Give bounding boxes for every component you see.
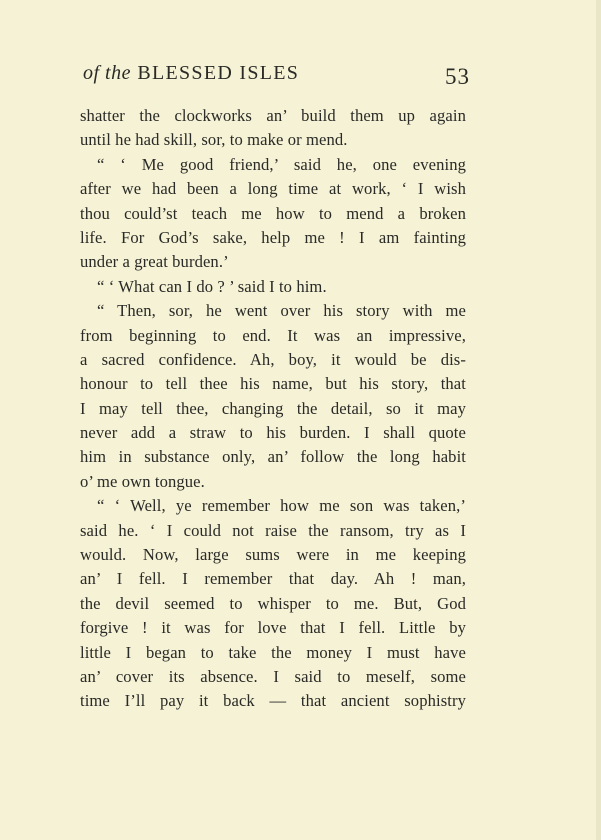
text-line: “ ‘ What can I do ? ’ said I to him. (97, 276, 327, 296)
text-line: an’ I fell. I remember that day. Ah ! man, (80, 569, 466, 589)
paragraph (80, 299, 466, 494)
text-line: “ ‘ Me good friend,’ said he, one evening (97, 154, 466, 174)
running-head (83, 62, 299, 85)
text-line: little I began to take the money I must have (80, 642, 466, 662)
text-line: shatter the clockworks an’ build them up again (80, 106, 466, 125)
text-line: him in substance only, an’ follow the long habit (80, 447, 466, 467)
page-header (83, 62, 470, 96)
text-line: under a great burden.’ (80, 252, 229, 272)
text-line: “ Then, sor, he went over his story with me (97, 301, 466, 321)
page-number: 53 (445, 64, 470, 89)
text-line: “ ‘ Well, ye remember how me son was taken,’ (97, 496, 466, 516)
text-line: said he. ‘ I could not raise the ransom, try as I (80, 520, 466, 540)
text-line: honour to tell thee his name, but his story, that (80, 374, 466, 394)
text-line: thou could’st teach me how to mend a broken (80, 203, 466, 223)
text-line: life. For God’s sake, help me ! I am fainting (80, 227, 466, 247)
paragraph (80, 494, 466, 714)
text-line: the devil seemed to whisper to me. But, God (80, 593, 466, 613)
text-line: from beginning to end. It was an impressive, (80, 325, 466, 345)
running-head-caps: BLESSED ISLES (137, 62, 300, 84)
page-edge (596, 0, 601, 840)
text-line: after we had been a long time at work, ‘ I wish (80, 179, 466, 199)
text-line: a sacred confidence. Ah, boy, it would be dis- (80, 349, 466, 369)
text-line: would. Now, large sums were in me keeping (80, 545, 466, 565)
paragraph (80, 104, 466, 153)
text-line: time I’ll pay it back — that ancient sophistry (80, 691, 466, 711)
body-text (80, 104, 466, 714)
paragraph (80, 153, 466, 275)
text-line: I may tell thee, changing the detail, so it may (80, 398, 466, 418)
text-line: until he had skill, sor, to make or mend. (80, 130, 348, 150)
text-line: never add a straw to his burden. I shall quote (80, 423, 466, 443)
text-line: an’ cover its absence. I said to meself, some (80, 666, 466, 686)
running-head-italic: of the (83, 62, 131, 84)
text-line: o’ me own tongue. (80, 471, 205, 491)
text-line: forgive ! it was for love that I fell. Little by (80, 618, 466, 638)
paragraph (80, 275, 466, 299)
